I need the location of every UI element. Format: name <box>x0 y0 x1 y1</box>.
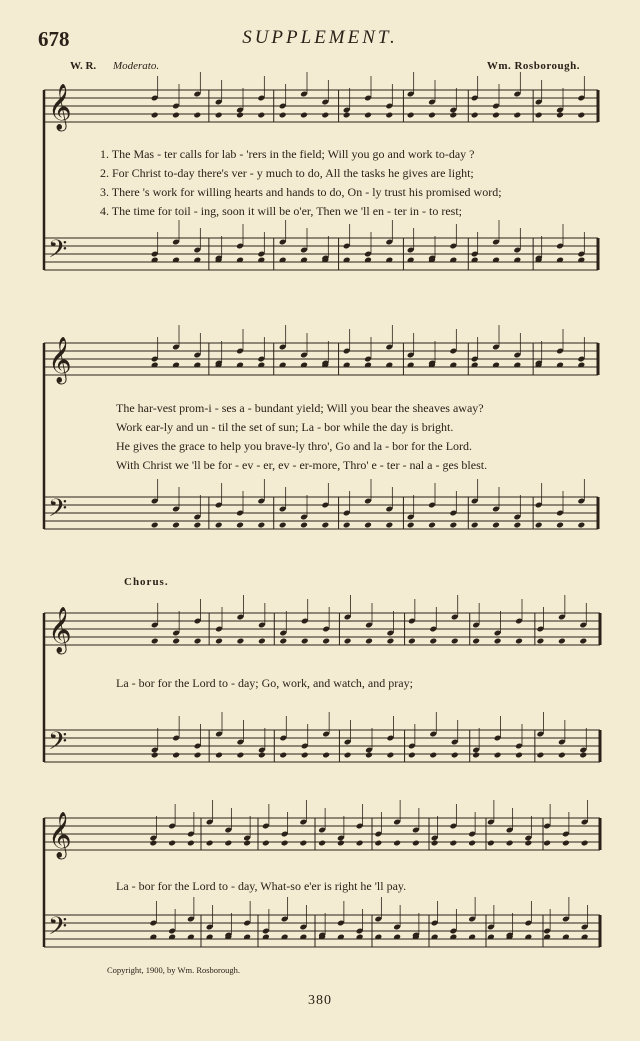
note-head <box>449 840 457 847</box>
note-head <box>257 112 265 119</box>
note-head <box>236 112 244 119</box>
section-title: SUPPLEMENT. <box>242 27 398 48</box>
note-head <box>506 840 514 847</box>
page-number: 380 <box>308 993 332 1008</box>
note-head <box>172 752 180 759</box>
bass-clef-icon: 𝄢 <box>48 235 68 270</box>
note-head <box>385 522 393 529</box>
treble-clef-icon: 𝄞 <box>48 812 72 858</box>
note-head <box>343 112 351 119</box>
note-head <box>193 112 201 119</box>
chorus-label: Chorus. <box>124 576 169 588</box>
note-head <box>579 638 587 645</box>
note-head <box>471 522 479 529</box>
chorus-line-1: La - bor for the Lord to - day; Go, work, and watch, and pray; <box>116 676 413 690</box>
note-head <box>172 112 180 119</box>
note-head <box>524 840 532 847</box>
note-head <box>374 840 382 847</box>
note-head <box>215 752 223 759</box>
note-head <box>537 638 545 645</box>
note-head <box>393 840 401 847</box>
note-head <box>301 752 309 759</box>
treble-clef-icon: 𝄞 <box>48 607 72 653</box>
note-head <box>243 840 251 847</box>
bass-clef-icon: 𝄢 <box>48 912 68 947</box>
note-head <box>279 638 287 645</box>
note-head <box>194 752 202 759</box>
note-head <box>451 638 459 645</box>
note-head <box>172 522 180 529</box>
note-head <box>577 112 585 119</box>
note-head <box>187 840 195 847</box>
chorus-line-2: La - bor for the Lord to - day, What-so e'er is right he 'll pay. <box>116 879 407 893</box>
bass-clef-icon: 𝄢 <box>48 727 68 762</box>
note-head <box>429 752 437 759</box>
note-head <box>412 840 420 847</box>
note-head <box>258 752 266 759</box>
note-head <box>494 638 502 645</box>
note-head <box>365 752 373 759</box>
note-head <box>237 638 245 645</box>
bass-clef-icon: 𝄢 <box>48 494 68 529</box>
note-head <box>472 752 480 759</box>
note-head <box>149 840 157 847</box>
note-head <box>279 522 287 529</box>
treble-clef-icon: 𝄞 <box>48 84 72 130</box>
note-head <box>431 840 439 847</box>
verse-line: 3. There 's work for willing hearts and hands to do, On - ly trust his promised word; <box>100 185 502 199</box>
note-head <box>300 112 308 119</box>
note-head <box>300 522 308 529</box>
note-head <box>215 638 223 645</box>
copyright-notice: Copyright, 1900, by Wm. Rosborough. <box>107 965 241 975</box>
note-head <box>257 522 265 529</box>
note-head <box>535 112 543 119</box>
note-head <box>206 840 214 847</box>
note-head <box>151 112 159 119</box>
note-head <box>449 112 457 119</box>
note-head <box>543 840 551 847</box>
note-head <box>449 522 457 529</box>
note-head <box>385 112 393 119</box>
note-head <box>236 522 244 529</box>
note-head <box>515 752 523 759</box>
note-head <box>151 752 159 759</box>
note-head <box>279 752 287 759</box>
note-head <box>558 752 566 759</box>
note-head <box>318 840 326 847</box>
note-head <box>344 638 352 645</box>
note-head <box>193 522 201 529</box>
note-head <box>299 840 307 847</box>
note-head <box>494 752 502 759</box>
note-head <box>428 522 436 529</box>
note-head <box>513 112 521 119</box>
note-head <box>577 522 585 529</box>
verse-line: Work ear-ly and un - til the set of sun; La - bor while the day is bright. <box>116 420 454 434</box>
note-head <box>468 840 476 847</box>
verse-block-1 <box>100 145 600 221</box>
verse-block-2 <box>116 399 616 475</box>
note-head <box>535 522 543 529</box>
note-head <box>262 840 270 847</box>
note-head <box>301 638 309 645</box>
note-head <box>215 522 223 529</box>
note-head <box>172 638 180 645</box>
note-head <box>492 522 500 529</box>
note-head <box>337 840 345 847</box>
note-head <box>428 112 436 119</box>
note-head <box>387 638 395 645</box>
note-head <box>451 752 459 759</box>
note-head <box>387 752 395 759</box>
note-head <box>581 840 589 847</box>
note-head <box>224 840 232 847</box>
verse-line: 1. The Mas - ter calls for lab - 'rers in the field; Will you go and work to-day ? <box>100 147 475 161</box>
note-head <box>279 112 287 119</box>
composer: Wm. Rosborough. <box>486 60 580 72</box>
note-head <box>151 522 159 529</box>
note-head <box>579 752 587 759</box>
note-head <box>537 752 545 759</box>
verse-line: With Christ we 'll be for - ev - er, ev - er-more, Thro' e - ter - nal a - ges blest. <box>116 458 488 472</box>
note-head <box>472 638 480 645</box>
note-head <box>513 522 521 529</box>
note-head <box>321 522 329 529</box>
treble-clef-icon: 𝄞 <box>48 337 72 383</box>
note-head <box>408 638 416 645</box>
verse-line: He gives the grace to help you brave-ly thro', Go and la - bor for the Lord. <box>116 439 473 453</box>
note-head <box>556 112 564 119</box>
note-head <box>515 638 523 645</box>
note-head <box>344 752 352 759</box>
hymn-number: 678 <box>38 27 70 51</box>
note-head <box>364 522 372 529</box>
note-head <box>321 112 329 119</box>
note-head <box>492 112 500 119</box>
note-head <box>322 752 330 759</box>
note-head <box>408 752 416 759</box>
note-head <box>558 638 566 645</box>
verse-line: 4. The time for toil - ing, soon it will be o'er, Then we 'll en - ter in - to rest; <box>100 204 462 218</box>
note-head <box>322 638 330 645</box>
note-head <box>487 840 495 847</box>
tempo-marking: Moderato. <box>112 60 160 72</box>
verse-line: 2. For Christ to-day there's ver - y much to do, All the tasks he gives are light; <box>100 166 474 180</box>
note-head <box>258 638 266 645</box>
verse-line: The har-vest prom-i - ses a - bundant yield; Will you bear the sheaves away? <box>116 401 484 415</box>
note-head <box>151 638 159 645</box>
note-head <box>343 522 351 529</box>
note-head <box>168 840 176 847</box>
note-head <box>562 840 570 847</box>
note-head <box>356 840 364 847</box>
note-head <box>471 112 479 119</box>
note-head <box>364 112 372 119</box>
note-head <box>215 112 223 119</box>
note-head <box>237 752 245 759</box>
note-head <box>407 112 415 119</box>
lyricist: W. R. <box>70 60 97 72</box>
note-head <box>365 638 373 645</box>
note-head <box>281 840 289 847</box>
note-head <box>556 522 564 529</box>
note-head <box>407 522 415 529</box>
note-head <box>194 638 202 645</box>
note-head <box>429 638 437 645</box>
